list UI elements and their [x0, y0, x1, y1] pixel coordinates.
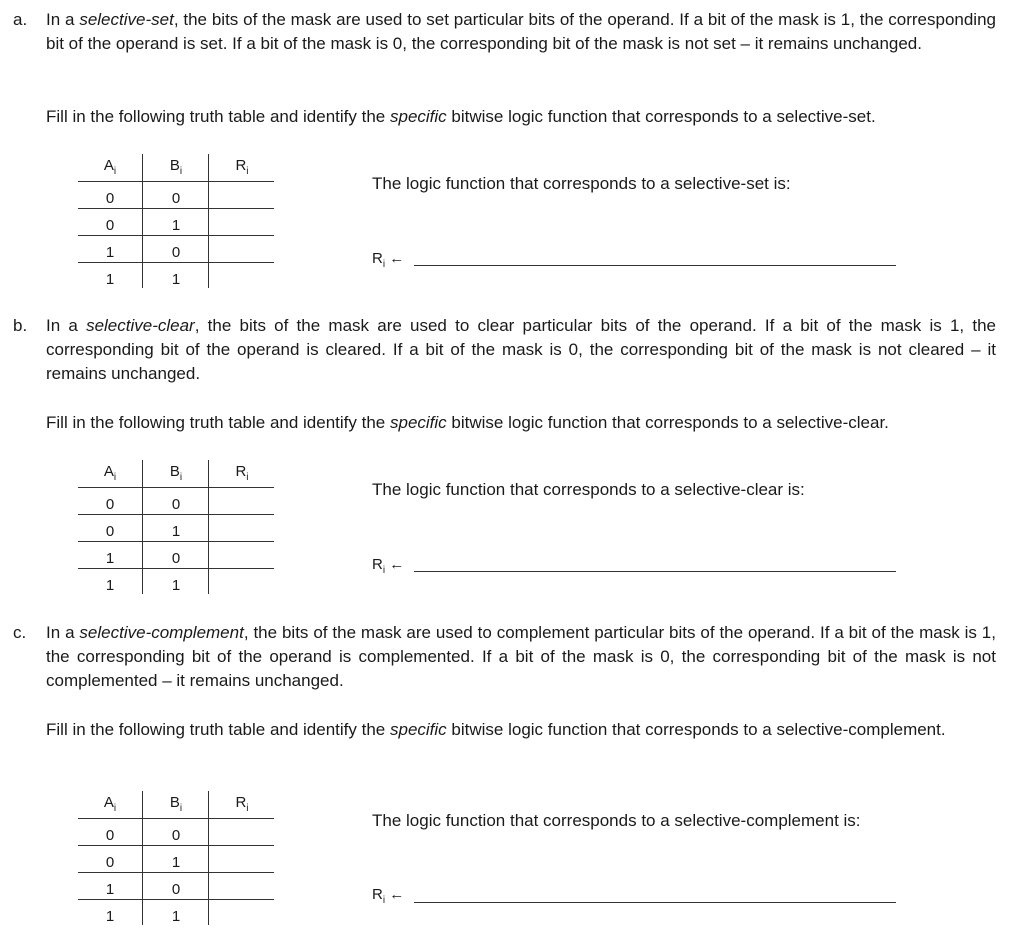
header-a: $A_i$	[103, 157, 117, 177]
table-cell: 0	[171, 190, 181, 207]
header-b: $B_i$	[169, 157, 183, 177]
section-description: In a selective-clear, the bits of the mask are used to clear particular bits of the operand. If a bit of the mask is 1, the corresponding bit of the operand is cleared. If a bit of the mask is 0, the corresponding bit of the mask is not cleared – it remains unchanged.	[46, 316, 996, 383]
header-r: $R_i$	[235, 794, 249, 814]
table-cell: 1	[105, 550, 115, 567]
table-cell: 0	[171, 244, 181, 261]
result-label: $R_i$ ←	[372, 250, 405, 270]
section-letter: b.	[13, 316, 28, 335]
table-cell: 0	[171, 827, 181, 844]
section-letter: a.	[13, 10, 28, 29]
table-cell: 1	[105, 908, 115, 925]
table-cell: 0	[171, 496, 181, 513]
table-cell: 1	[171, 854, 181, 871]
table-cell: 1	[105, 244, 115, 261]
answer-line[interactable]	[414, 265, 896, 266]
term: selective-clear	[86, 316, 195, 335]
table-cell: 0	[105, 827, 115, 844]
logic-function-prompt: The logic function that corresponds to a selective-complement is:	[372, 811, 861, 830]
logic-function-prompt: The logic function that corresponds to a selective-clear is:	[372, 480, 805, 499]
table-cell: 1	[105, 577, 115, 594]
table-cell: 0	[105, 217, 115, 234]
table-cell: 1	[171, 577, 181, 594]
truth-table	[78, 791, 274, 927]
result-label: $R_i$ ←	[372, 886, 405, 906]
section-description: In a selective-set, the bits of the mask are used to set particular bits of the operand. If a bit of the mask is 1, the corresponding bit of the operand is set. If a bit of the mask is 0, the corresponding bit of the mask is not set – it remains unchanged.	[46, 10, 996, 53]
answer-line[interactable]	[414, 571, 896, 572]
logic-function-prompt: The logic function that corresponds to a selective-set is:	[372, 174, 791, 193]
instruction: Fill in the following truth table and identify the specific bitwise logic function that corresponds to a selective-set.	[46, 107, 876, 126]
header-b: $B_i$	[169, 794, 183, 814]
table-cell: 0	[105, 190, 115, 207]
term: selective-set	[79, 10, 174, 29]
table-cell: 1	[171, 217, 181, 234]
term: selective-complement	[79, 623, 244, 642]
answer-line[interactable]	[414, 902, 896, 903]
result-label: $R_i$ ←	[372, 556, 405, 576]
truth-table	[78, 154, 274, 290]
truth-table	[78, 460, 274, 596]
table-cell: 0	[105, 854, 115, 871]
table-cell: 0	[105, 496, 115, 513]
table-cell: 0	[105, 523, 115, 540]
header-r: $R_i$	[235, 463, 249, 483]
header-r: $R_i$	[235, 157, 249, 177]
section-description: In a selective-complement, the bits of the mask are used to complement particular bits of the operand. If a bit of the mask is 1, the corresponding bit of the operand is complemented. If a bit of the mask is 0, the corresponding bit of the mask is not complemented – it remains unchanged.	[46, 623, 996, 690]
section-letter: c.	[13, 623, 27, 642]
instruction: Fill in the following truth table and identify the specific bitwise logic function that corresponds to a selective-clear.	[46, 413, 889, 432]
header-b: $B_i$	[169, 463, 183, 483]
instruction: Fill in the following truth table and identify the specific bitwise logic function that corresponds to a selective-complement.	[46, 720, 946, 739]
table-cell: 0	[171, 881, 181, 898]
table-cell: 0	[171, 550, 181, 567]
table-cell: 1	[171, 908, 181, 925]
header-a: $A_i$	[103, 463, 117, 483]
table-cell: 1	[171, 523, 181, 540]
table-cell: 1	[105, 271, 115, 288]
table-cell: 1	[105, 881, 115, 898]
header-a: $A_i$	[103, 794, 117, 814]
table-cell: 1	[171, 271, 181, 288]
